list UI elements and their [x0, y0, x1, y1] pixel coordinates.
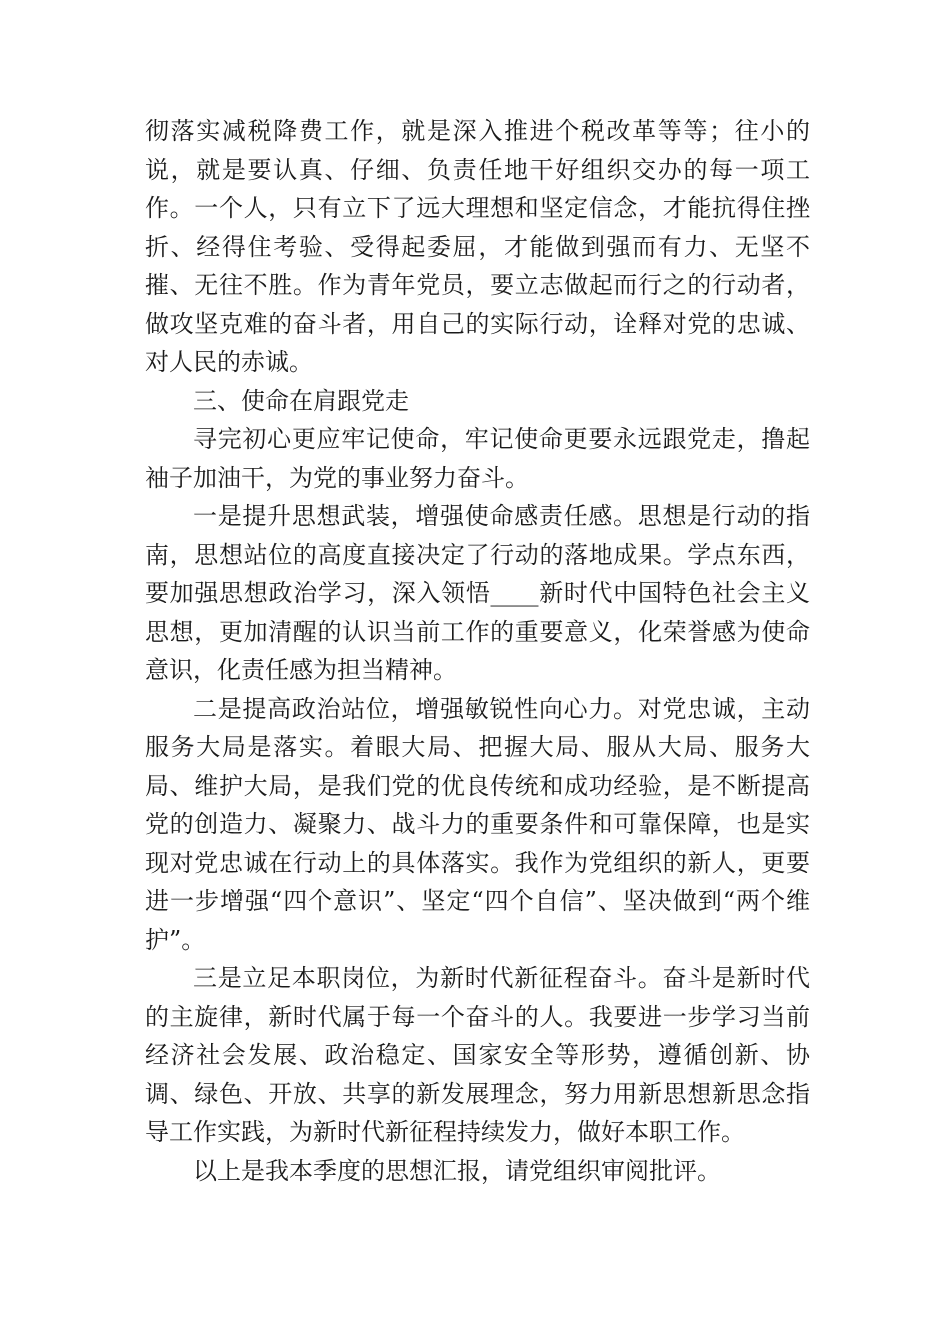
document-body [145, 112, 810, 1190]
section-heading: 三、使命在肩跟党走 [193, 386, 409, 415]
paragraph-continued: 彻落实减税降费工作，就是深入推进个税改革等等；往小的说，就是要认真、仔细、负责任地干好组织交办的每一项工作。一个人，只有立下了远大理想和坚定信念，才能抗得住挫折、经得住考验、受得起委屈，才能做到强而有力、无坚不摧、无往不胜。作为青年党员，要立志做起而行之的行动者，做攻坚克难的奋斗者，用自己的实际行动，诠释对党的忠诚、对人民的赤诚。 [145, 117, 810, 376]
paragraph-point-one: 一是提升思想武装，增强使命感责任感。思想是行动的指南，思想站位的高度直接决定了行动的落地成果。学点东西，要加强思想政治学习，深入领悟____新时代中国特色社会主义思想，更加清醒的认识当前工作的重要意义，化荣誉感为使命意识，化责任感为担当精神。 [145, 502, 810, 684]
paragraph-closing: 以上是我本季度的思想汇报，请党组织审阅批评。 [193, 1156, 721, 1185]
paragraph-point-two: 二是提高政治站位，增强敏锐性向心力。对党忠诚，主动服务大局是落实。着眼大局、把握大局、服从大局、服务大局、维护大局，是我们党的优良传统和成功经验，是不断提高党的创造力、凝聚力、战斗力的重要条件和可靠保障，也是实现对党忠诚在行动上的具体落实。我作为党组织的新人，更要进一步增强“四个意识”、坚定“四个自信”、坚决做到“两个维护”。 [145, 694, 810, 954]
paragraph-intro: 寻完初心更应牢记使命，牢记使命更要永远跟党走，撸起袖子加油干，为党的事业努力奋斗。 [145, 425, 810, 492]
paragraph-point-three: 三是立足本职岗位，为新时代新征程奋斗。奋斗是新时代的主旋律，新时代属于每一个奋斗的人。我要进一步学习当前经济社会发展、政治稳定、国家安全等形势，遵循创新、协调、绿色、开放、共享的新发展理念，努力用新思想新思念指导工作实践，为新时代新征程持续发力，做好本职工作。 [145, 964, 810, 1146]
